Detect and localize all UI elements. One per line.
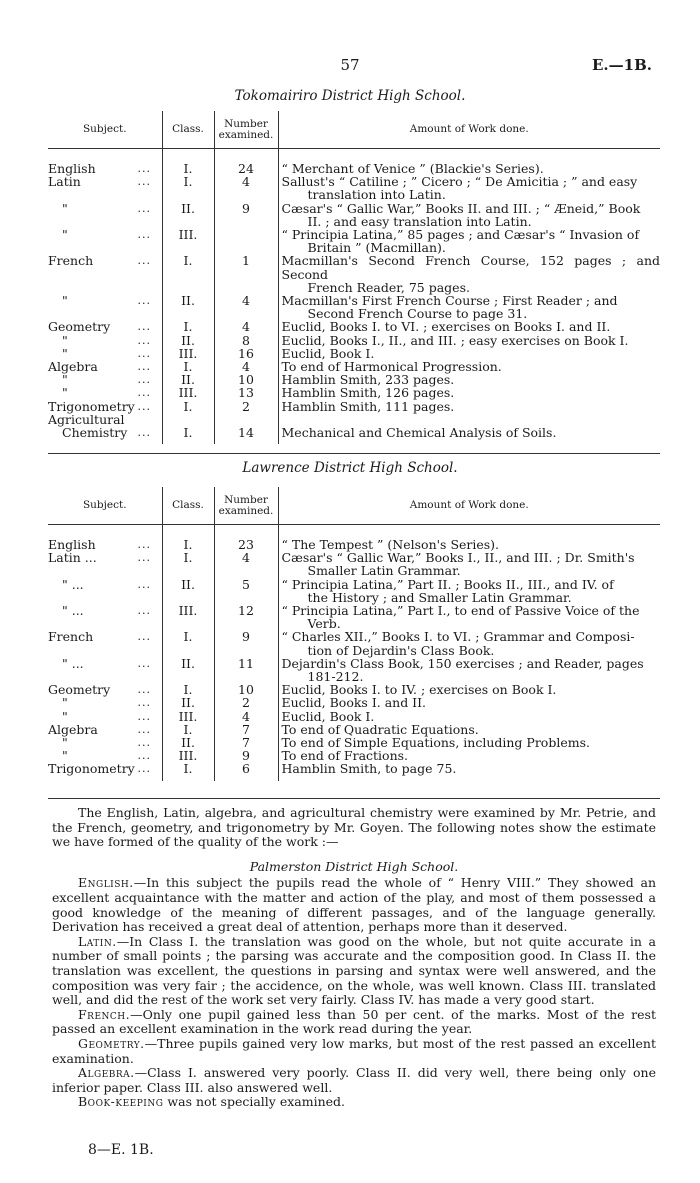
- header-number-examined: Number examined.: [214, 111, 278, 149]
- table-row: [48, 400, 660, 413]
- subject-text: ": [62, 332, 68, 348]
- signature-mark: 8—E. 1B.: [88, 1142, 154, 1158]
- work-table-lawrence: [48, 487, 660, 781]
- work-line: Cæsar's “ Gallic War,” Books I., II., and III. ; Dr. Smith's: [281, 550, 635, 566]
- number-examined-cell: 7: [214, 736, 278, 749]
- subject-text: ": [62, 735, 68, 751]
- table-row: [48, 294, 660, 320]
- leader-dots: ...: [137, 162, 151, 175]
- note-text: was not specially examined.: [163, 1094, 345, 1110]
- subject-text: ": [62, 200, 68, 216]
- work-line: Euclid, Books I., II., and III. ; easy exercises on Book I.: [281, 332, 629, 348]
- subject-wrap: [48, 294, 162, 307]
- leader-dots: ...: [137, 762, 151, 776]
- table-row: [48, 202, 660, 228]
- table-bottom-rule: [48, 798, 660, 799]
- work-line: Euclid, Books I. and II.: [281, 695, 427, 711]
- header-amount-of-work: Amount of Work done.: [278, 487, 660, 525]
- table-row: [48, 386, 660, 399]
- leader-dots: ...: [137, 373, 151, 387]
- spacer-cell: [162, 525, 214, 539]
- number-examined-cell: 9: [214, 202, 278, 228]
- work-line: Britain ” (Macmillan).: [307, 240, 446, 256]
- palmerston-notes: [52, 876, 656, 1110]
- number-examined-cell: 4: [214, 710, 278, 723]
- work-line: Hamblin Smith, 111 pages.: [281, 398, 455, 414]
- subject-text: ": [62, 748, 68, 764]
- subject-text: Algebra: [48, 359, 98, 375]
- table-row: [48, 657, 660, 683]
- number-examined-cell: 4: [214, 294, 278, 320]
- work-line: Macmillan's First French Course ; First Reader ; and: [281, 293, 618, 309]
- report-notes: [52, 806, 656, 1110]
- class-cell: I.: [162, 320, 214, 333]
- subject-cell: [48, 551, 162, 577]
- number-examined-cell: 9: [214, 749, 278, 762]
- class-cell: II.: [162, 736, 214, 749]
- work-line: II. ; and easy translation into Latin.: [307, 213, 532, 229]
- subject-wrap: [48, 175, 162, 188]
- subject-text: Geometry: [48, 682, 111, 698]
- header-subject: Subject.: [48, 487, 162, 525]
- work-done-cell: [278, 228, 660, 254]
- work-line: Hamblin Smith, to page 75.: [281, 761, 457, 777]
- leader-dots: ...: [137, 749, 151, 763]
- table-row: [48, 604, 660, 630]
- number-examined-cell: 13: [214, 386, 278, 399]
- work-done-cell: [278, 604, 660, 630]
- subject-cell: [48, 254, 162, 294]
- subject-text: ": [62, 227, 68, 243]
- work-done-cell: [278, 175, 660, 201]
- subject-cell: [48, 762, 162, 775]
- subject-text: " ...: [62, 603, 84, 619]
- note-paragraph: [52, 1066, 656, 1095]
- table-spacer-row: [48, 776, 660, 781]
- work-line: 181-212.: [307, 669, 364, 685]
- note-heading: Book-keeping: [78, 1094, 164, 1110]
- header-class: Class.: [162, 111, 214, 149]
- spacer-cell: [278, 776, 660, 781]
- work-done-cell: [278, 710, 660, 723]
- number-examined-cell: 1: [214, 254, 278, 294]
- subject-text: French: [48, 629, 94, 645]
- number-examined-cell: 5: [214, 578, 278, 604]
- number-examined-cell: 4: [214, 360, 278, 373]
- class-cell: I.: [162, 254, 214, 294]
- class-cell: I.: [162, 762, 214, 775]
- table-bottom-rule: [48, 453, 660, 454]
- subject-wrap: [48, 202, 162, 215]
- subject-wrap: [48, 710, 162, 723]
- work-line: “ Principia Latina,” Part II. ; Books II., III., and IV. of: [281, 576, 614, 592]
- note-text: —Class I. answered very poorly. Class II. did very well, there being only one inferior paper. Class III. also answered well.: [52, 1065, 656, 1095]
- spacer-cell: [162, 439, 214, 444]
- subject-cell: [48, 710, 162, 723]
- header-class: Class.: [162, 487, 214, 525]
- table-spacer-row: [48, 149, 660, 163]
- spacer-cell: [162, 149, 214, 163]
- class-cell: I.: [162, 400, 214, 413]
- note-paragraph: [52, 1037, 656, 1066]
- number-examined-cell: 24: [214, 162, 278, 175]
- table-row: [48, 334, 660, 347]
- class-cell: II.: [162, 294, 214, 320]
- note-heading: English.: [78, 875, 134, 891]
- subject-text: Geometry: [48, 319, 111, 335]
- number-examined-cell: 2: [214, 696, 278, 709]
- spacer-cell: [48, 439, 162, 444]
- class-cell: III.: [162, 228, 214, 254]
- subject-cell: [48, 604, 162, 630]
- spacer-cell: [48, 776, 162, 781]
- work-line: Hamblin Smith, 126 pages.: [281, 385, 455, 401]
- subject-wrap: [48, 630, 162, 643]
- work-line: Verb.: [307, 616, 341, 632]
- work-line: the History ; and Smaller Latin Grammar.: [307, 589, 572, 605]
- note-text: —Three pupils gained very low marks, but most of the rest passed an excellent examination.: [52, 1035, 656, 1066]
- class-cell: I.: [162, 723, 214, 736]
- subject-cell: [48, 175, 162, 201]
- work-done-cell: [278, 400, 660, 413]
- leader-dots: ...: [137, 683, 151, 697]
- number-examined-cell: 6: [214, 762, 278, 775]
- table-row: [48, 762, 660, 775]
- number-examined-cell: 12: [214, 604, 278, 630]
- table-row: [48, 320, 660, 333]
- leader-dots: ...: [137, 604, 151, 618]
- number-examined-cell: 23: [214, 538, 278, 551]
- note-paragraph: [52, 1008, 656, 1037]
- work-line: French Reader, 75 pages.: [307, 279, 470, 295]
- table-row: [48, 175, 660, 201]
- table-row: [48, 578, 660, 604]
- work-line: Dejardin's Class Book, 150 exercises ; and Reader, pages: [281, 655, 644, 671]
- work-done-cell: [278, 413, 660, 439]
- note-text: —In this subject the pupils read the whole of “ Henry VIII.” They showed an excellent acquaintance with the matter and action of the play, and most of them possessed a good knowledge of the meaning of different passages, and of the language generally. Derivation has received a great deal of attention, perhaps more than it deserved.: [52, 875, 656, 935]
- work-done-cell: [278, 294, 660, 320]
- work-line: “ Merchant of Venice ” (Blackie's Series).: [281, 161, 544, 176]
- class-cell: II.: [162, 696, 214, 709]
- spacer-cell: [214, 525, 278, 539]
- table-row: [48, 551, 660, 577]
- leader-dots: ...: [137, 386, 151, 400]
- subject-text: Algebra: [48, 721, 98, 737]
- class-cell: III.: [162, 347, 214, 360]
- class-cell: II.: [162, 578, 214, 604]
- subject-text: [48, 413, 138, 439]
- table-title-lawrence: Lawrence District High School.: [242, 460, 458, 476]
- subject-text: Trigonometry: [48, 761, 135, 777]
- spacer-cell: [214, 776, 278, 781]
- class-cell: II.: [162, 657, 214, 683]
- work-table-tokomairiro: [48, 111, 660, 444]
- number-examined-cell: 14: [214, 413, 278, 439]
- subject-text: ": [62, 385, 68, 401]
- number-examined-cell: 10: [214, 373, 278, 386]
- subject-wrap: [48, 228, 162, 241]
- subject-wrap: [48, 604, 162, 617]
- class-cell: I.: [162, 413, 214, 439]
- leader-dots: ...: [137, 320, 151, 334]
- subject-cell: [48, 334, 162, 347]
- work-done-cell: [278, 202, 660, 228]
- spacer-cell: [214, 149, 278, 163]
- subject-cell: [48, 202, 162, 228]
- number-examined-cell: 2: [214, 400, 278, 413]
- subject-wrap: [48, 386, 162, 399]
- subject-text: Trigonometry: [48, 398, 135, 414]
- work-done-cell: [278, 630, 660, 656]
- number-examined-cell: 10: [214, 683, 278, 696]
- subject-text: French: [48, 253, 94, 269]
- work-line: Sallust's “ Catiline ; ” Cicero ; “ De Amicitia ; ” and easy: [281, 174, 638, 190]
- leader-dots: ...: [137, 294, 151, 308]
- leader-dots: ...: [137, 333, 151, 347]
- leader-dots: ...: [137, 254, 151, 268]
- note-heading: Geometry.: [78, 1035, 145, 1051]
- work-done-cell: [278, 334, 660, 347]
- leader-dots: ...: [137, 538, 151, 551]
- work-line: Mechanical and Chemical Analysis of Soils.: [281, 425, 557, 441]
- subject-cell: [48, 413, 162, 439]
- subject-cell: [48, 578, 162, 604]
- work-line: To end of Simple Equations, including Problems.: [281, 735, 590, 751]
- work-line: “ Principia Latina,” 85 pages ; and Cæsar's “ Invasion of: [281, 227, 640, 243]
- leader-dots: ...: [137, 360, 151, 374]
- spacer-cell: [48, 149, 162, 163]
- subject-wrap: [48, 696, 162, 709]
- class-cell: I.: [162, 175, 214, 201]
- subject-cell: [48, 657, 162, 683]
- subject-cell: [48, 228, 162, 254]
- number-examined-cell: 4: [214, 320, 278, 333]
- number-examined-cell: 4: [214, 175, 278, 201]
- work-done-cell: [278, 320, 660, 333]
- class-cell: III.: [162, 749, 214, 762]
- work-line: tion of Dejardin's Class Book.: [307, 642, 495, 658]
- leader-dots: ...: [137, 426, 151, 440]
- subject-text: ": [62, 695, 68, 711]
- work-line: To end of Quadratic Equations.: [281, 721, 479, 737]
- class-cell: I.: [162, 538, 214, 551]
- class-cell: II.: [162, 373, 214, 386]
- header-amount-of-work: Amount of Work done.: [278, 111, 660, 149]
- table-row: [48, 630, 660, 656]
- leader-dots: ...: [137, 551, 151, 565]
- spacer-cell: [214, 439, 278, 444]
- subject-cell: [48, 386, 162, 399]
- number-examined-cell: 9: [214, 630, 278, 656]
- table-title-tokomairiro: Tokomairiro District High School.: [234, 88, 466, 104]
- subject-line: Agricultural: [48, 411, 125, 427]
- work-line: “ Principia Latina,” Part I., to end of Passive Voice of the: [281, 603, 640, 619]
- spacer-cell: [278, 525, 660, 539]
- header-number-examined: Number examined.: [214, 487, 278, 525]
- subject-wrap: [48, 254, 162, 267]
- intro-paragraph: The English, Latin, algebra, and agricultural chemistry were examined by Mr. Petrie, and the French, geometry, and trigonometry by Mr. Goyen. The following notes show the estimate we have formed of the quality of the work :—: [52, 805, 656, 850]
- subject-text: English: [48, 537, 96, 552]
- work-line: Smaller Latin Grammar.: [307, 563, 461, 579]
- note-paragraph: [52, 1095, 656, 1110]
- note-text: —In Class I. the translation was good on the whole, but not quite accurate in a number of small points ; the parsing was accurate and the composition good. In Class II. the translation was excellent, the questions in parsing and syntax were well answered, and the composition was very fair ; the accidence, on the whole, was well known. Class III. translated well, and did the rest of the work set very fairly. Class IV. has made a very good start.: [52, 933, 656, 1008]
- note-paragraph: [52, 935, 656, 1008]
- subject-cell: [48, 294, 162, 320]
- work-done-cell: [278, 386, 660, 399]
- work-done-cell: [278, 551, 660, 577]
- class-cell: III.: [162, 604, 214, 630]
- leader-dots: ...: [137, 709, 151, 723]
- class-cell: I.: [162, 162, 214, 175]
- leader-dots: ...: [137, 656, 151, 670]
- work-done-cell: [278, 762, 660, 775]
- number-examined-cell: 11: [214, 657, 278, 683]
- subject-text: ": [62, 708, 68, 724]
- leader-dots: ...: [137, 201, 151, 215]
- work-line: Second French Course to page 31.: [307, 306, 528, 322]
- number-examined-cell: 16: [214, 347, 278, 360]
- page-number: 57: [340, 56, 360, 74]
- subject-wrap: [48, 413, 162, 439]
- table-row: [48, 710, 660, 723]
- subject-text: " ...: [62, 655, 84, 671]
- class-cell: I.: [162, 360, 214, 373]
- work-line: Macmillan's Second French Course, 152 pages ; and Second: [281, 253, 660, 282]
- work-line: To end of Harmonical Progression.: [281, 359, 502, 375]
- subject-text: ": [62, 372, 68, 388]
- note-heading: Algebra.: [78, 1065, 135, 1081]
- note-text: —Only one pupil gained less than 50 per cent. of the marks. Most of the rest passed an excellent examination in the work read during the year.: [52, 1006, 656, 1037]
- class-cell: I.: [162, 630, 214, 656]
- subject-cell: [48, 696, 162, 709]
- number-examined-cell: 4: [214, 551, 278, 577]
- palmerston-title: Palmerston District High School.: [249, 858, 459, 874]
- leader-dots: ...: [137, 736, 151, 750]
- table-row: [48, 413, 660, 439]
- spacer-cell: [48, 525, 162, 539]
- subject-text: Latin ...: [48, 550, 97, 566]
- subject-wrap: [48, 551, 162, 564]
- work-line: To end of Fractions.: [281, 748, 409, 764]
- work-line: Cæsar's “ Gallic War,” Books II. and III. ; “ Æneid,” Book: [281, 200, 641, 216]
- spacer-cell: [278, 439, 660, 444]
- subject-cell: [48, 400, 162, 413]
- subject-wrap: [48, 578, 162, 591]
- subject-text: " ...: [62, 576, 84, 592]
- work-done-cell: [278, 657, 660, 683]
- subject-wrap: [48, 657, 162, 670]
- table-spacer-row: [48, 525, 660, 539]
- class-cell: I.: [162, 683, 214, 696]
- spacer-cell: [278, 149, 660, 163]
- leader-dots: ...: [137, 722, 151, 736]
- number-examined-cell: [214, 228, 278, 254]
- subject-cell: [48, 320, 162, 333]
- note-heading: French.: [78, 1006, 131, 1022]
- subject-wrap: [48, 762, 162, 775]
- leader-dots: ...: [137, 577, 151, 591]
- work-line: Euclid, Books I. to VI. ; exercises on Books I. and II.: [281, 319, 611, 335]
- work-line: translation into Latin.: [307, 187, 446, 203]
- note-heading: Latin.: [78, 933, 117, 949]
- table-row: [48, 696, 660, 709]
- work-line: Euclid, Book I.: [281, 708, 375, 724]
- work-line: “ The Tempest ” (Nelson's Series).: [281, 537, 500, 552]
- subject-wrap: [48, 400, 162, 413]
- table-row: [48, 228, 660, 254]
- header-subject: Subject.: [48, 111, 162, 149]
- leader-dots: ...: [137, 175, 151, 189]
- leader-dots: ...: [137, 399, 151, 413]
- class-cell: III.: [162, 710, 214, 723]
- work-line: “ Charles XII.,” Books I. to VI. ; Grammar and Composi-: [281, 629, 635, 645]
- class-cell: I.: [162, 551, 214, 577]
- subject-wrap: [48, 320, 162, 333]
- number-examined-cell: 8: [214, 334, 278, 347]
- subject-line: Chemistry: [62, 425, 128, 441]
- leader-dots: ...: [137, 228, 151, 242]
- work-done-cell: [278, 578, 660, 604]
- class-cell: II.: [162, 202, 214, 228]
- work-line: Euclid, Books I. to IV. ; exercises on Book I.: [281, 682, 557, 698]
- class-cell: III.: [162, 386, 214, 399]
- leader-dots: ...: [137, 346, 151, 360]
- subject-text: ": [62, 345, 68, 361]
- table-row: [48, 254, 660, 294]
- subject-text: English: [48, 161, 96, 176]
- spacer-cell: [162, 776, 214, 781]
- subject-cell: [48, 630, 162, 656]
- work-done-cell: [278, 254, 660, 294]
- subject-text: Latin: [48, 174, 81, 190]
- number-examined-cell: 7: [214, 723, 278, 736]
- work-line: Hamblin Smith, 233 pages.: [281, 372, 455, 388]
- subject-text: ": [62, 293, 68, 309]
- leader-dots: ...: [137, 630, 151, 644]
- note-paragraph: [52, 876, 656, 934]
- subject-wrap: [48, 334, 162, 347]
- document-reference: E.—1B.: [592, 56, 652, 74]
- leader-dots: ...: [137, 696, 151, 710]
- work-done-cell: [278, 696, 660, 709]
- class-cell: II.: [162, 334, 214, 347]
- table-spacer-row: [48, 439, 660, 444]
- work-line: Euclid, Book I.: [281, 345, 375, 361]
